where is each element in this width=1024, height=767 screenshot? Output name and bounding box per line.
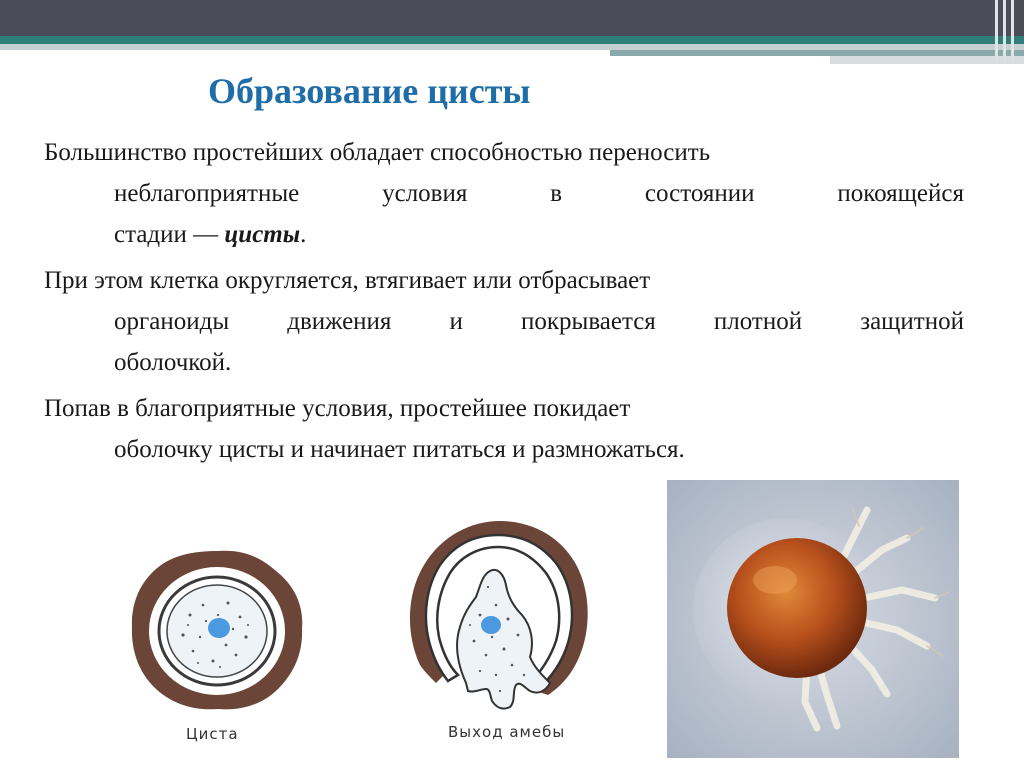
slide-title: Образование цисты: [208, 71, 531, 111]
cyst-term: цисты: [224, 221, 301, 248]
cyst-illustration: [128, 545, 306, 713]
header-bar: [0, 0, 1024, 36]
amoeba-exit-illustration: [400, 515, 596, 715]
paragraph-3-line-1: Попав в благоприятные условия, простейшее покидает: [44, 395, 631, 422]
header-vertical-stripe: [995, 0, 998, 60]
cyst-photo-drawing: [667, 480, 959, 758]
header-vertical-stripe: [1003, 0, 1006, 60]
cyst-caption: Циста: [186, 725, 239, 743]
paragraph-2-line-1: При этом клетка округляется, втягивает или отбрасывает: [44, 267, 651, 294]
paragraph-1-line-1: Большинство простейших обладает способностью переносить: [44, 139, 711, 166]
paragraph-2: [44, 260, 964, 383]
paragraph-1: [44, 132, 964, 255]
paragraph-1-line-3: [44, 214, 964, 255]
paragraph-3-line-2: оболочку цисты и начинает питаться и размножаться.: [114, 436, 685, 463]
amoeba-exit-caption: Выход амебы: [448, 723, 566, 741]
cyst-photo: [667, 480, 959, 758]
paragraph-2-line-2: органоиды движения и покрывается плотной защитной: [114, 308, 964, 335]
paragraph-1-period: .: [300, 221, 307, 248]
paragraph-1-line-3-text: стадии —: [114, 221, 225, 248]
paragraph-1-line-2: неблагоприятные условия в состоянии покоящейся: [114, 180, 964, 207]
paragraph-3: [44, 388, 964, 470]
header-stripe: [0, 36, 1024, 44]
paragraph-2-line-3: оболочкой.: [114, 349, 232, 376]
header-vertical-stripe: [1011, 0, 1014, 60]
